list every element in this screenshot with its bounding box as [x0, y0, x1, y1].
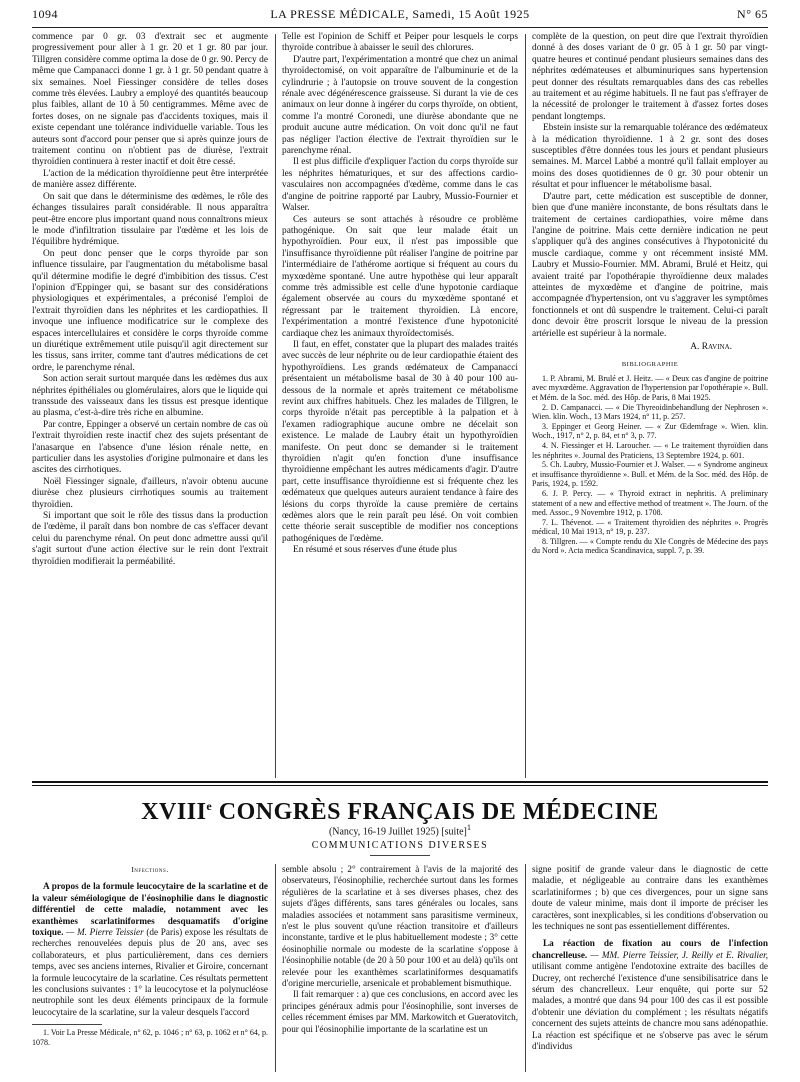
- paragraph: Il fait remarquer : a) que ces conclusions, en accord avec les principes généraux admis pour l'éosinophilie, sont inverses de celles récemment émises par MM. Markowitch et Gueratovitch, pour qui l'éosinophilie importante de la scarlatine est un: [282, 989, 518, 1034]
- paragraph: signe positif de grande valeur dans le diagnostic de cette maladie, et négligeable au contraire dans les exanthèmes scarlatiniformes ; b) que ces divergences, pour un signe sans doute de valeur minime, mais dont il importe de préciser les caractères, sont inexplicables, si les conditions d'observation ou les techniques ne sont pas essentiellement différentes.: [532, 864, 768, 932]
- paragraph: Telle est l'opinion de Schiff et Peiper pour lesquels le corps thyroïde contribue à abaisser le seuil des chlorures.: [282, 32, 518, 54]
- article-column-2: [282, 32, 518, 557]
- bibliography-entry: 3. Eppinger et Georg Heiner. — « Zur Œdemfrage ». Wien. klin. Woch., 1917, n° 2, p. 84, et n° 3, p. 77.: [532, 421, 768, 441]
- bibliography-entry: 4. N. Fiessinger et H. Laroucher. — « Le traitement thyroïdien dans les néphrites ». Journal des Praticiens, 13 Septembre 1924, p. 601.: [532, 440, 768, 460]
- congress-subtitle-text: (Nancy, 16-19 Juillet 1925) [suite]: [328, 826, 467, 838]
- article-column-1: [32, 32, 268, 568]
- abstract: [32, 881, 268, 1018]
- paragraph: On sait que dans le déterminisme des œdèmes, le rôle des échanges tissulaires paraît considérable. Il nous apparaîtra peut-être encore plus important quand nous connaîtrons mieux le mode d'infiltration tissulaire par l'œdème et les lois de l'équilibre hydrémique.: [32, 191, 268, 248]
- paragraph: On peut donc penser que le corps thyroïde par son influence tissulaire, par l'augmentation du métabolisme basal qu'il détermine modifie le degré d'imbibition des tissus. C'est l'opinion d'Eppinger qui, se basant sur des considérations physiologiques et expérimentales, a préconisé l'emploi de l'extrait thyroïdien dans les néphrites et les cardiopathies. Il invoque une influence modificatrice sur le complexe des espaces intercellulaires et considère le corps thyroïde comme un diurétique extrêmement utile puisqu'il agit directement sur les tissus, sans irriter, comme tant d'autres médications de cet ordre, le parenchyme rénal.: [32, 248, 268, 373]
- paragraph: semble absolu ; 2° contrairement à l'avis de la majorité des observateurs, l'éosinophilie, recherchée surtout dans les formes régulières de la scarlatine et à ses diverses phases, chez des sujets d'âges différents, sans tares générales ou locales, sans maladies associées et notamment sans parasitisme vermineux, n'est le plus souvent qu'une réaction transitoire et d'ailleurs inconstante, tardive et le plus habituellement modeste ; 3° cette éosinophilie normale ou modeste de la scarlatine s'oppose à l'éosinophilie notable (de 20 à 50 pour 100 et au delà) qu'ils ont relevée pour les exanthèmes scarlatiniformes desquamatifs d'origine mercurielle, arsenicale et probablement bismuthique.: [282, 864, 518, 989]
- category-heading: Infections.: [131, 865, 169, 874]
- paragraph: complète de la question, on peut dire que l'extrait thyroïdien donné à des doses variant de 0 gr. 05 à 1 gr. 50 par vingt-quatre heures et continué pendant plusieurs semaines dans des néphrites œdémateuses et albuminuriques sans hypertension peut donner des résultats remarquables dans des cas rebelles au traitement et au régime habituels. Il ne faut pas s'effrayer de la nécessité de prolonger le traitement à d'assez fortes doses pendant longtemps.: [532, 32, 768, 122]
- bibliography-entry: 1. P. Abrami, M. Brulé et J. Heitz. — « Deux cas d'angine de poitrine avec myxœdème. Aggravation de l'hypertension par l'opothérapie ». Bull. et Mém. de la Soc. méd. des Hôp. de Paris, 8 Mai 1925.: [532, 373, 768, 402]
- paragraph: Par contre, Eppinger a observé un certain nombre de cas où l'extrait thyroïdien reste inactif chez des sujets présentant de l'anasarque en l'absence d'une lésion rénale nette, en particulier dans les asystolies d'origine pulmonaire et dans les ascites des cirrhotiques.: [32, 419, 268, 476]
- paragraph: commence par 0 gr. 03 d'extrait sec et augmente progressivement pour aller à 1 gr. 20 et 1 gr. 80 par jour. Tillgren considère comme optima la dose de 0 gr. 90. Percy de même que Campanacci donne 1 gr. à 1 gr. 50 pendant quatre à six semaines. Noel Fiessinger considère de telles doses comme très élevées. Laubry a employé des quantités beaucoup plus faibles, allant de 10 à 50 centigrammes. Même avec de fortes doses, on ne signale pas d'accidents toxiques, mais il existe cependant une tolérance individuelle variable. Tous les auteurs sont d'accord pour penser que si après quinze jours de traitement continu on n'obtient pas de diurèse, l'extrait thyroïdien continuera à rester inactif et doit être cessé.: [32, 32, 268, 168]
- abstract-title: La réaction de fixation au cours de l'infection chancrelleuse.: [532, 938, 768, 960]
- paragraph: Ebstein insiste sur la remarquable tolérance des œdémateux à la médication thyroïdienne. 1 à 2 gr. sont des doses susceptibles d'être données tous les jours et pendant plusieurs semaines. M. Marcel Labbé a montré qu'il fallait employer au moins des doses quotidiennes de 0 gr. 30 pour obtenir un résultat et pour influencer le métabolisme basal.: [532, 123, 768, 191]
- column-divider: [275, 34, 276, 778]
- congress-subtitle: [32, 822, 768, 838]
- congress-column-2: [282, 864, 518, 1035]
- paragraph: Son action serait surtout marquée dans les œdèmes dus aux néphrites épithéliales ou glomérulaires, alors que le liquide qui transsude des vaisseaux dans les tissus est presque identique au plasma, c'est-à-dire très riche en albumine.: [32, 374, 268, 419]
- paragraph: L'action de la médication thyroïdienne peut être interprétée de manière assez différente.: [32, 168, 268, 191]
- page-number: 1094: [32, 7, 58, 21]
- footnote: 1. Voir La Presse Médicale, n° 62, p. 1046 ; n° 63, p. 1062 et n° 64, p. 1078.: [32, 1028, 268, 1047]
- article-column-3: [532, 32, 768, 556]
- abstract-author: — M. Pierre Teissier: [66, 927, 144, 938]
- congress-title: [32, 792, 768, 826]
- congress-title-number: XVIII: [141, 799, 207, 825]
- bibliography-entry: 8. Tillgren. — « Compte rendu du XIe Congrès de Médecine des pays du Nord ». Acta medica Scandinavica, suppl. 7, p. 39.: [532, 536, 768, 556]
- abstract: [532, 938, 768, 1052]
- bibliography-entry: 7. L. Thévenot. — « Traitement thyroïdien des néphrites ». Progrès médical, 10 Mai 1913, n° 19, p. 237.: [532, 517, 768, 537]
- footnote-marker: 1: [466, 823, 472, 832]
- section-rule: [32, 785, 768, 786]
- congress-column-3: [532, 864, 768, 1053]
- abstract-body: (de Paris) expose les résultats de recherches renouvelées depuis plus de 20 ans, avec ses collaborateurs, et plus particulièrement, dans ces derniers temps, avec ses anciens internes, Rivalier et Giroire, concernant la formule leucocytaire de la scarlatine. Ces résultats permettent les conclusions suivantes : 1° la leucocytose et la polynucléose neutrophile sont les deux éléments principaux de la formule leucocytaire de la scarlatine, sur la valeur desquels l'accord: [32, 927, 268, 1017]
- footnote-rule: [32, 1024, 102, 1025]
- column-divider: [525, 34, 526, 778]
- congress-column-1: [32, 864, 268, 1047]
- paragraph: D'autre part, l'expérimentation a montré que chez un animal thyroïdectomisé, on voit apparaître de l'albuminurie et de la cylindrurie ; à l'autopsie on trouve souvent de la congestion rénale avec dégénérescence graisseuse. Si durant la vie de ces animaux on leur donne à ingérer du corps thyroïde, on obtient, comme l'a montré Coronedi, une diurèse abondante que ne produit aucune autre médication. On voit donc qu'il ne faut pas négliger l'action élective de l'extrait thyroïdien sur le parenchyme rénal.: [282, 54, 518, 157]
- bibliography-entry: 2. D. Campanacci. — « Die Thyreoidinbehandlung der Nephrosen ». Wien. klin. Woch., 13 Mars 1924, n° 11, p. 257.: [532, 402, 768, 422]
- paragraph: En résumé et sous réserves d'une étude plus: [293, 545, 457, 556]
- column-divider: [525, 864, 526, 1072]
- paragraph: Si important que soit le rôle des tissus dans la production de l'œdème, il paraît dans bon nombre de cas s'effacer devant celui du parenchyme rénal. On peut donc admettre aussi qu'il s'agit surtout d'une action élective sur le rein dont l'extrait thyroïdien modifierait la perméabilité.: [32, 511, 268, 567]
- issue-number: N° 65: [737, 7, 768, 21]
- page-header: [32, 9, 768, 28]
- journal-title: LA PRESSE MÉDICALE, Samedi, 15 Août 1925: [270, 7, 530, 21]
- abstract-author: — MM. Pierre Teissier, J. Reilly et E. Rivalier,: [590, 949, 768, 960]
- abstract-title: A propos de la formule leucocytaire de la scarlatine et de la valeur séméiologique de l'éosinophilie dans le diagnostic différentiel de cette maladie, notamment avec les exanthèmes scarlatiniformes desquamatifs d'origine toxique.: [32, 881, 268, 938]
- paragraph: Noël Fiessinger signale, d'ailleurs, n'avoir obtenu aucune diurèse chez plusieurs cirrhotiques soumis au traitement thyroïdien.: [32, 476, 268, 510]
- bibliography-entry: 5. Ch. Laubry, Mussio-Fournier et J. Walser. — « Syndrome angineux et insuffisance thyroïdienne ». Bull. et Mém. de la Soc. méd. des Hôp. de Paris, 1924, p. 1592.: [532, 460, 768, 489]
- bibliography-entry: 6. J. P. Percy. — « Thyroid extract in nephritis. A preliminary statement of a new and effective method of treatment ». The Journ. of the med. Assoc., 9 Novembre 1912, p. 1708.: [532, 488, 768, 518]
- congress-title-superscript: e: [206, 799, 213, 813]
- abstract-body: utilisant comme antigène l'endotoxine extraite des bacilles de Ducrey, ont recherché l'existence d'une sensibilisatrice dans le sérum des chancrelleux. Leur enquête, qui porte sur 52 malades, a montré que dans 94 pour 100 des cas il est possible d'obtenir une déviation du complément ; les résultats négatifs concernent des sujets atteints de chancre mou sans adénopathie. La réaction est spécifique et ne s'observe pas avec le sérum d'individus: [532, 961, 768, 1052]
- congress-title-text: CONGRÈS FRANÇAIS DE MÉDECINE: [212, 799, 659, 825]
- author-signature: A. Ravina.: [690, 341, 732, 352]
- paragraph: D'autre part, cette médication est susceptible de donner, bien que d'une manière inconstante, de bons résultats dans le traitement de certaines cardiopathies, voire même dans l'angine de poitrine. Mais cette dernière indication ne peut s'appliquer qu'à des angines consécutives à l'hypotonicité du muscle cardiaque, comme y ont récemment insisté MM. Laubry et Mussio-Fournier. MM. Abrami, Brulé et Heitz, qui avaient traité par l'opothérapie thyroïdienne deux malades atteintes de myxœdème et d'angine de poitrine, mais accompagnée d'hypertension, ont vu s'aggraver les symptômes fonctionnels et ont dû suspendre le traitement. Celui-ci paraît donc devoir être proscrit lorsque le niveau de la pression artérielle est supérieur à la normale.: [532, 191, 768, 339]
- paragraph: Il faut, en effet, constater que la plupart des malades traités avec succès de leur néphrite ou de leur cardiopathie étaient des hypothyroïdiens. Les grands œdémateux de Campanacci présentaient un métabolisme basal de 30 à 40 pour 100 au-dessous de la normale et après traitement ce métabolisme revint aux chiffres habituels. Chez les malades de Tillgren, le corps thyroïde n'était pas perceptible à la palpation et à l'examen radiographique aucune ombre ne décelait son existence. Le malade de Laubry était un hypothyroïdien manifeste. On peut donc se demander si le traitement thyroïdien n'agit qu'en fonction d'une insuffisance thyroïdienne empêchant les autres médicaments d'agir. D'autre part, cette insuffisance thyroïdienne est si fréquente chez les œdémateux que quelques auteurs auraient tendance à faire des lésions du corps thyroïde la cause première de certains œdèmes alors que le rein paraît peu lésé. On voit combien cette théorie serait susceptible de modifier nos conceptions pathogéniques de l'œdème.: [282, 339, 518, 544]
- section-title: COMMUNICATIONS DIVERSES: [311, 840, 489, 851]
- paragraph: Ces auteurs se sont attachés à résoudre ce problème pathogénique. On sait que leur malade était un hypothyroïdien. Pour eux, il n'est pas impossible que l'insuffisance thyroïdienne pût réaliser l'angine de poitrine par l'intermédiaire de l'athérome aortique si fréquent au cours du myxœdème spontané. Une autre hypothèse qui leur apparaît comme très admissible est celle d'une hypotonie cardiaque également observée au cours du myxœdème spontané et régressant par le traitement thyroïdien. Là encore, l'expérimentation a montré l'existence d'une hypotonicité cardiaque chez les animaux thyroïdectomisés.: [282, 214, 518, 339]
- bibliography: [532, 374, 768, 556]
- section-rule: [32, 781, 768, 783]
- bibliography-heading: BIBLIOGRAPHIE: [621, 361, 679, 369]
- column-divider: [275, 864, 276, 1072]
- title-rule: [370, 855, 430, 856]
- paragraph: Il est plus difficile d'expliquer l'action du corps thyroïde sur les néphrites hématuriques, et sur des affections cardio-vasculaires non accompagnées d'œdème, comme dans le cas d'angine de poitrine rapporté par Laubry, Mussio-Fournier et Walser.: [282, 157, 518, 214]
